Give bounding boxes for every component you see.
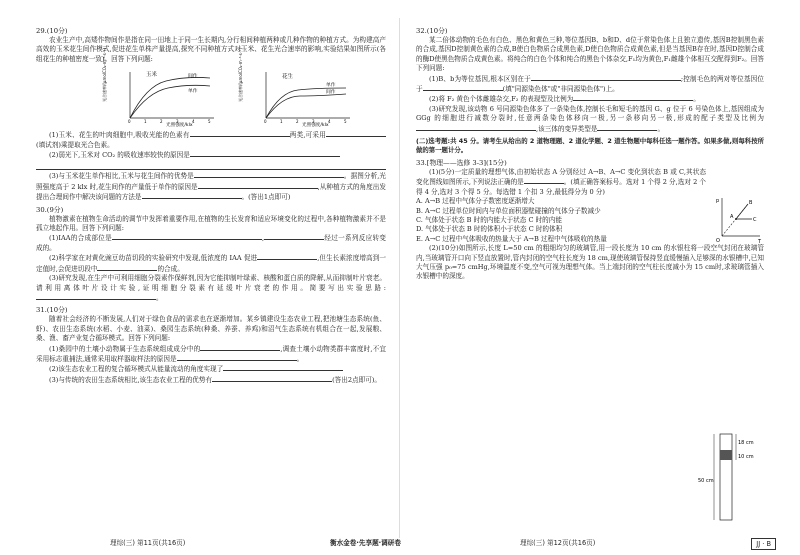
q33-sub1: (1)(5分)一定质量的理想气体,由初始状态 A 分别经过 A→B、A→C 变化到状态 B 或 C,其状态变化图线如图所示,下列说法正确的是 。(填正确答案标号。选对 1 个得 2 分,选对 2 个得 4 分,选对 3 个得 5 分。每选错 1 个扣 3 分,最低得分为 0 分) (416, 167, 706, 196)
q32-sub3: (3)研究发现,该动物 6 号同源染色体多了一条染色体,控制长毛和短毛的基因 G、g 位于 6 号染色体上,基因组成为 GGg 的细胞进行减数分裂时,任意两条染色体移向一极,另一条移向另一极,形成的配子类型及比例为,该三体的变异类型是 。 (416, 104, 764, 133)
q33-option-c: C. 气体处于状态 B 时的内能大于状态 C 时的内能 (416, 215, 562, 224)
right-page (400, 0, 800, 555)
q31-sub2: (2)该生态农业工程的复合循环模式从能量流动的角度实现了 (36, 364, 386, 374)
q30-sub2: (2)科学家在对黄化豌豆幼苗切段的实验研究中发现,低浓度的 IAA 促进 ,但生长素浓度增高到一定值时,会促进切段中 的合成。 (36, 254, 386, 273)
chart-peanut-xtick-5: 5 (344, 119, 347, 125)
q30-sub1: (1)IAA的合成部位是 , 经过一系列反应转变成的。 (36, 234, 387, 252)
q29-sub1: (1)玉米、花生的叶肉细胞中,吸收光能的色素有 两类,可采用(填试剂)乘提取光合色素。 (36, 130, 386, 150)
pt-diagram (712, 194, 764, 244)
q31-sub1: (1)桑园中的土壤小动物属于生态系统组成成分中的 ,调查土壤小动物类群丰富度时,不宜采用标志重捕法,通常采用取样器取样法的原因是 。 (36, 344, 386, 363)
q33-option-e: E. A→C 过程中气体吸收的热量大于 A→B 过程中气体吸收的热量 (416, 234, 607, 243)
pt-label-a: A (730, 213, 734, 220)
pt-label-p: p (716, 197, 720, 204)
q30-intro: 植物激素在植物生命活动的调节中发挥着重要作用,在植物的生长发育和适应环境变化的过程中,各种植物激素并不是孤立地起作用。回答下列问题: (36, 214, 386, 233)
tube-label-10cm: 10 cm (738, 454, 754, 460)
chart-peanut-xtick-0: 0 (264, 119, 267, 125)
footer-left: 理综(三) 第11页(共16页) (110, 539, 186, 547)
chart-corn-xtick-2: 2 (160, 119, 163, 125)
q32-intro: 某二倍体动物的毛色有白色、黑色和黄色三种,等位基因B、b和D、d位于常染色体上且独立遗传,基因B控制黑色素的合成,基因D控制黄色素的合成,B使白色物质合成黑色素,D使白色物质合成黄色素,但是当基因B存在时,基因D控制合成的酶D使黑色物质合成黄色素。将纯合的白色个体和纯合的黑色个体杂交,F₁均为黄色,F₁雌雄个体相互交配得到F₂。回答下列问题: (416, 36, 764, 73)
footer-center: 衡水金卷·先享题·调研卷 (330, 539, 401, 547)
chart-peanut-legend-1: 间作 (326, 90, 336, 96)
chart-corn-xlabel: 光照强度/klx (166, 123, 193, 129)
chart-peanut-xtick-1: 1 (280, 119, 283, 125)
pt-label-o: O (716, 237, 720, 244)
q31-head: 31.(10分) (36, 306, 68, 315)
chart-corn-xtick-1: 1 (144, 119, 147, 125)
tube-label-50cm: 50 cm (698, 478, 714, 484)
q33-option-b: B. A→C 过程单位时间内与单位面积器壁碰撞的气体分子数减少 (416, 206, 601, 215)
paper-tag: JJ · B (751, 538, 776, 550)
q31-intro: 随着社会经济的不断发展,人们对于绿色食品的需求也在逐渐增加。某乡镇建设生态农业工程,把池塘生态系统(鱼、虾)、农田生态系统(水稻、小麦、油菜)、桑园生态系统(种桑、养蚕、养鸡)和沼气生态系统有机组合在一起,发展粮、桑、渔、畜产业复合循环模式。回答下列问题: (36, 315, 386, 343)
chart-corn (102, 48, 226, 129)
q33-part2 (416, 244, 764, 282)
q30-head: 30.(9分) (36, 205, 64, 214)
tube-label-18cm: 18 cm (738, 440, 754, 446)
tube-diagram (700, 432, 770, 524)
pt-label-c: C (753, 216, 757, 223)
q29-sub2: (2)弱光下,玉米对 CO₂ 的吸收速率较快的原因是 (36, 150, 386, 160)
q33-head: 33.[物理——选修 3-3](15分) (416, 158, 507, 167)
q33-option-d: D. 气体处于状态 B 时的体积小于状态 C 时的体积 (416, 225, 563, 234)
q33-part1 (416, 168, 764, 244)
q32-sub2: (2)将 F₂ 黄色个体雌雄杂交,F₂ 的表现型及比例为 。 (429, 95, 700, 104)
chart-peanut-xtick-3: 3 (312, 119, 315, 125)
pt-label-b: B (749, 199, 753, 206)
q33-option-a: A. A→B 过程中气体分子数密度逐渐增大 (416, 197, 535, 206)
chart-corn-legend-1: 单作 (188, 89, 198, 95)
footer-right: 理综(三) 第12页(共16页) (520, 539, 596, 547)
q30-sub3: (3)研究发现,在生产中可利用细胞分裂素作保鲜剂,因为它能抑制叶绿素、核酸和蛋白质的降解,从而抑制叶片衰老。请利用离体叶片设计实验,证明细胞分裂素有延缓叶片衰老的作用。简要写出实验思路:。 (36, 274, 386, 302)
pt-label-t: T (758, 238, 762, 245)
elective-notice: (二)选考题:共 45 分。请考生从给出的 2 道物理题、2 道化学题、2 道生物题中每科任选一题作答。如果多做,则每科按所做的第一题计分。 (416, 137, 764, 155)
chart-corn-title: 玉米 (146, 72, 158, 79)
q33-sub2: (2)(10分)如图所示,长度 L=50 cm 的粗细均匀的玻璃管,用一段长度为 10 cm 的水银柱将一段空气封闭在玻璃管内,当玻璃管开口向下竖直放置时,管内封闭的空气柱长度为 18 cm,现使玻璃管保持竖直缓慢插入足够深的水银槽中,已知大气压强 p₀=75 cmHg,环境温度不变,空气可视为理想气体。当上端封闭的空气柱长度减小为 15 cm时,求玻璃管插入水银槽中的深度。 (416, 244, 764, 281)
q29-sub3: (3)与玉米花生单作相比,玉米与花生间作的优势是 。据图分析,光照强度高于 2 klx 时,花生间作的产量低于单作的原因是 ,从种植方式的角度出发提出合理间作中解决该问题的方法是 。(答出1点即可) (36, 172, 386, 202)
chart-corn-xtick-3: 3 (176, 119, 179, 125)
chart-corn-legend-0: 间作 (188, 74, 198, 80)
chart-peanut-ylabel: 光合速率/(μmolCO₂·m⁻²·s⁻¹) (238, 48, 243, 103)
chart-corn-xtick-0: 0 (128, 119, 131, 125)
q31-sub3: (3)与传统的农田生态系统相比,该生态农业工程的优势有 (答出2点即可)。 (49, 375, 381, 384)
q29-head: 29.(10分) (36, 27, 68, 35)
q32-sub1: (1)B、b为等位基因,根本区别在于 ;控制毛色的两对等位基因位于 (填"同源染色体"或"非同源染色体")上。 (416, 74, 764, 94)
chart-peanut-xtick-2: 2 (296, 119, 299, 125)
chart-peanut (238, 48, 362, 129)
chart-peanut-legend-0: 单作 (326, 83, 336, 89)
q29-intro: 农业生产中,高矮作物间作是指在同一田地上于同一生长期内,分行相间种植两种或几种作物的种植方式。为构建高产高效的玉米花生间作模式,促进花生单株产量提高,探究不同种植方式对玉米、花生光合速率的影响,实验结果如图所示(各组花生的种植密度一致)。回答下列问题: (36, 36, 386, 63)
chart-peanut-xlabel: 光照强度/klx (302, 123, 329, 129)
q29-graphs (102, 48, 386, 129)
chart-corn-xtick-5: 5 (208, 119, 211, 125)
chart-corn-ylabel: 光合速率/(μmolCO₂·m⁻²·s⁻¹) (102, 48, 107, 103)
q32-head: 32.(10分) (416, 27, 448, 35)
chart-peanut-title: 花生 (282, 74, 294, 81)
chart-peanut-xtick-4: 4 (328, 119, 331, 125)
answer-line (36, 160, 386, 170)
chart-corn-xtick-4: 4 (192, 119, 195, 125)
